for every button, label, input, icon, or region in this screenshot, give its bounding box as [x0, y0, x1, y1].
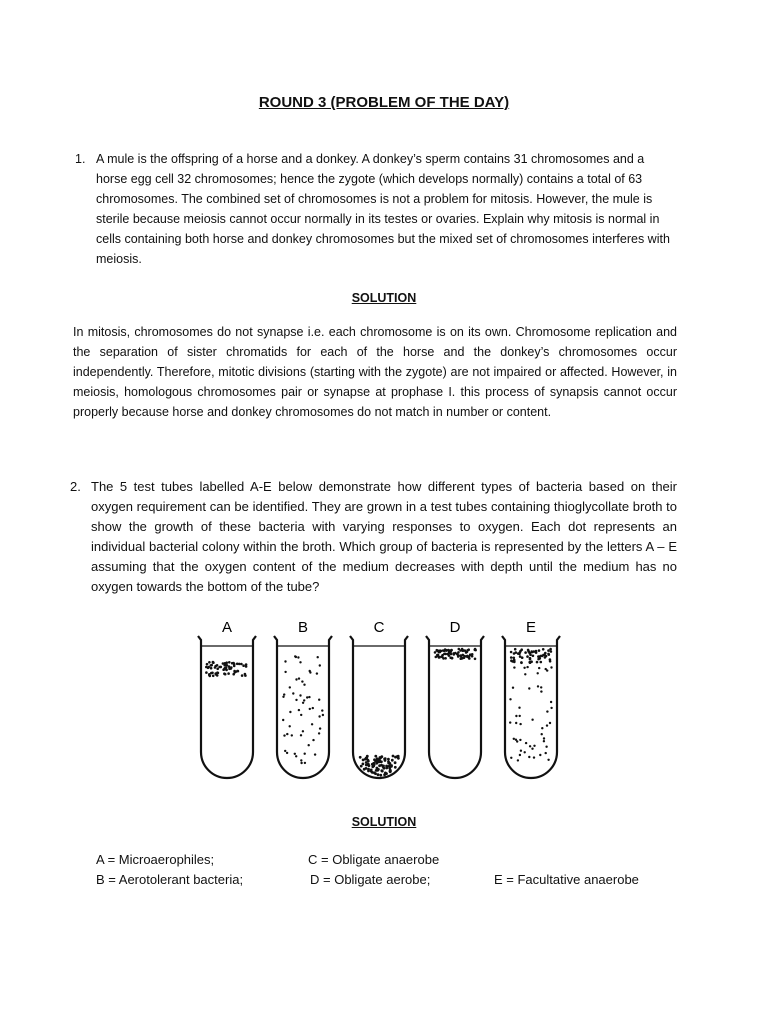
- tube-label: C: [373, 619, 385, 636]
- tube-label: E: [525, 619, 537, 636]
- answer-b: B = Aerotolerant bacteria;: [96, 872, 244, 887]
- test-tubes-figure: [195, 618, 537, 786]
- test-tube-b: [274, 619, 332, 778]
- solution-1-heading: SOLUTION: [351, 291, 417, 305]
- bacteria-colonies: [509, 648, 553, 762]
- test-tube-c: [350, 619, 408, 778]
- answer-e: E = Facultative anaerobe: [494, 872, 639, 887]
- tube-label: D: [449, 619, 461, 636]
- test-tube-d: [426, 619, 484, 778]
- question-1-number: 1.: [75, 152, 86, 166]
- bacteria-colonies: [282, 655, 324, 764]
- solution-1-text: In mitosis, chromosomes do not synapse i.e. each chromosome is on its own. Chromosome replication and the separation of sister chromatids for each of the horse and the donkey’s chromosomes occur independently. Therefore, mitotic divisions (starting with the zygote) are not impaired or affected. However, in meiosis, homologous chromosomes pair or synapse at prophase I. this process of synapsis cannot occur properly because horse and donkey chromosomes do not match in number or content.: [73, 325, 677, 419]
- test-tube-e: [502, 619, 560, 778]
- tube-label: A: [221, 619, 233, 636]
- question-1-text: A mule is the offspring of a horse and a donkey. A donkey’s sperm contains 31 chromosomes and a horse egg cell 32 chromosomes; hence the zygote (which develops normally) contains a total of 63 chromosomes. The combined set of chromosomes is not a problem for mitosis. However, the mule is sterile because meiosis cannot occur normally in its testes or ovaries. Explain why mitosis is normal in cells containing both horse and donkey chromosomes but the mixed set of chromosomes interferes with meiosis.: [96, 152, 670, 266]
- answer-a: A = Microaerophiles;: [96, 852, 215, 867]
- tube-label: B: [297, 619, 309, 636]
- page-title: ROUND 3 (PROBLEM OF THE DAY): [258, 94, 510, 111]
- bacteria-colonies: [434, 648, 477, 660]
- solution-2-heading: SOLUTION: [351, 815, 417, 829]
- answer-c: C = Obligate anaerobe: [308, 852, 440, 867]
- question-2-number: 2.: [70, 479, 81, 494]
- test-tube-a: [198, 619, 256, 778]
- question-2-text: The 5 test tubes labelled A-E below demonstrate how different types of bacteria based on their oxygen requirement can be identified. They are grown in a test tubes containing thioglycollate broth to show the growth of these bacteria with varying responses to oxygen. Each dot represents an individual bacterial colony within the broth. Which group of bacteria is represented by the letters A – E assuming that the oxygen content of the medium decreases with depth until the medium has no oxygen towards the bottom of the tube?: [91, 479, 677, 594]
- bacteria-colonies: [205, 661, 247, 678]
- answer-d: D = Obligate aerobe;: [310, 872, 431, 887]
